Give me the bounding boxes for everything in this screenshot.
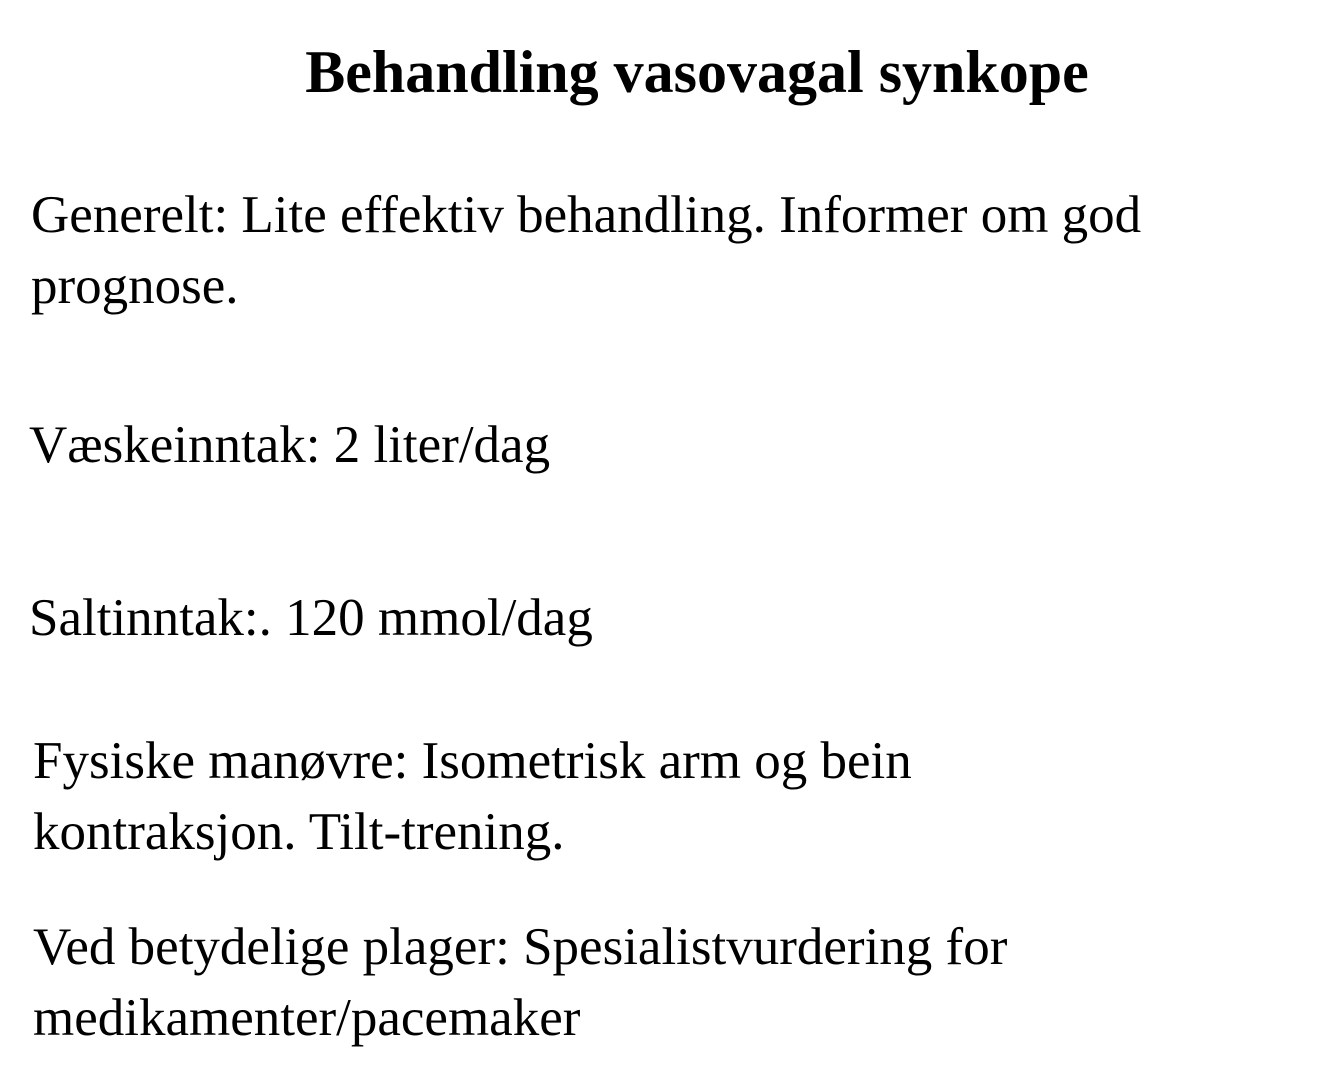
paragraph-line: medikamenter/pacemaker <box>33 989 581 1047</box>
paragraph-salt-intake <box>29 583 593 654</box>
paragraph-line: Væskeinntak: 2 liter/dag <box>29 416 551 474</box>
paragraph-line: Fysiske manøvre: Isometrisk arm og bein <box>33 732 912 790</box>
page-title: Behandling vasovagal synkope <box>305 39 1089 105</box>
paragraph-fluid-intake <box>29 410 550 481</box>
paragraph-line: kontraksjon. Tilt-trening. <box>33 803 565 861</box>
paragraph-line: Generelt: Lite effektiv behandling. Informer om god <box>31 186 1142 244</box>
paragraph-line: Saltinntak:. 120 mmol/dag <box>29 589 593 647</box>
paragraph-line: Ved betydelige plager: Spesialistvurdering for <box>33 918 1008 976</box>
paragraph-line: prognose. <box>31 257 239 315</box>
paragraph-significant-symptoms <box>33 912 1007 1054</box>
paragraph-physical-maneuvers <box>33 726 912 868</box>
paragraph-general <box>31 180 1141 322</box>
